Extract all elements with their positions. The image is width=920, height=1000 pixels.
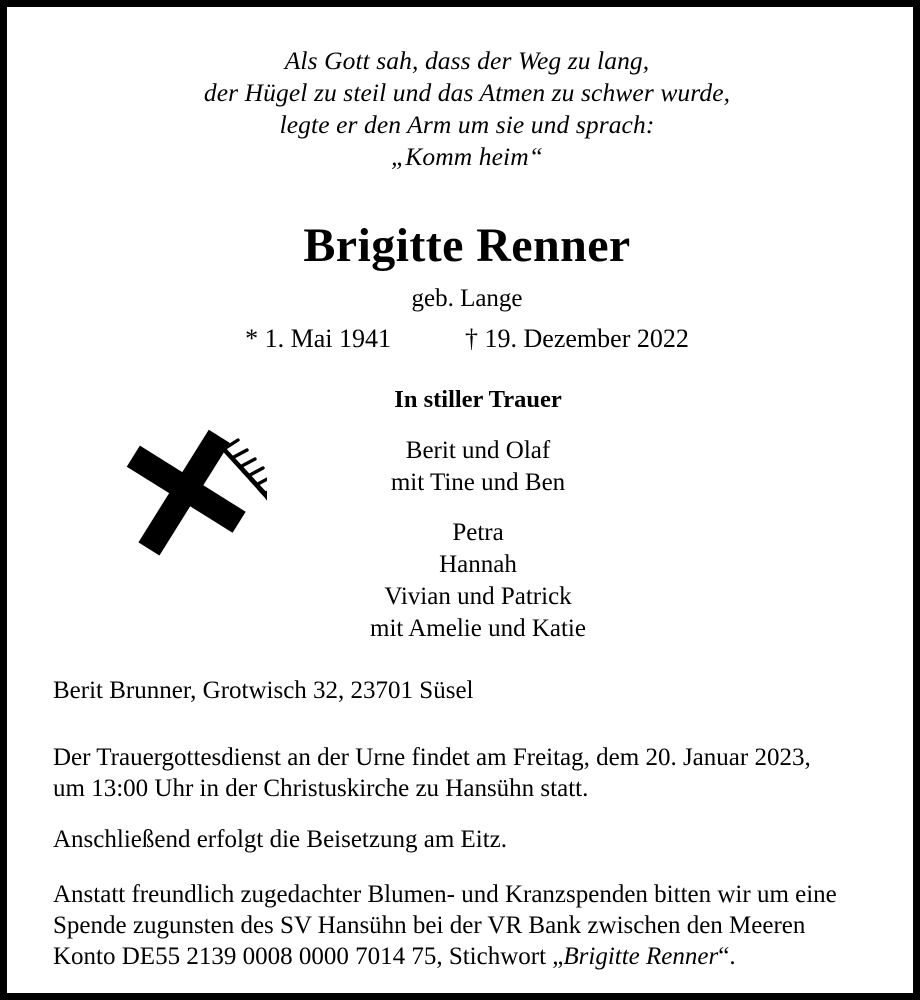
donation-info bbox=[53, 879, 893, 972]
birth-date: * 1. Mai 1941 bbox=[245, 324, 392, 353]
verse-line-1: Als Gott sah, dass der Weg zu lang, bbox=[284, 46, 650, 75]
verse-line-3: legte er den Arm um sie und sprach: bbox=[279, 110, 655, 139]
burial-line: Anschließend erfolgt die Beisetzung am Eitz. bbox=[53, 826, 508, 853]
mourner-line: mit Tine und Ben bbox=[390, 469, 566, 496]
donation-keyword: Brigitte Renner bbox=[563, 943, 719, 970]
mourner-line: Petra bbox=[452, 519, 504, 546]
address-line: Berit Brunner, Grotwisch 32, 23701 Süsel bbox=[53, 677, 474, 704]
mourners-list bbox=[228, 435, 728, 645]
mourner-line: Hannah bbox=[439, 551, 517, 578]
donation-line-1: Anstatt freundlich zugedachter Blumen- und Kranzspenden bitten wir um eine bbox=[53, 881, 837, 908]
mourner-line: mit Amelie und Katie bbox=[370, 615, 586, 642]
memorial-verse bbox=[7, 45, 920, 173]
donation-account-suffix: “. bbox=[718, 943, 736, 970]
mourner-group bbox=[228, 517, 728, 645]
mourning-heading: In stiller Trauer bbox=[394, 386, 562, 413]
deceased-name: Brigitte Renner bbox=[303, 219, 631, 272]
verse-line-4: „Komm heim“ bbox=[391, 142, 543, 171]
obituary-card bbox=[7, 7, 913, 993]
donation-line-2: Spende zugunsten des SV Hansühn bei der VR Bank zwischen den Meeren bbox=[53, 912, 806, 939]
donation-line-3 bbox=[53, 941, 893, 972]
mourner-group bbox=[228, 435, 728, 499]
burial-info bbox=[53, 824, 893, 855]
life-dates bbox=[7, 323, 920, 355]
donation-account-prefix: Konto DE55 2139 0008 0000 7014 75, Stichwort „ bbox=[53, 943, 564, 970]
contact-address bbox=[53, 675, 893, 706]
service-line-2: um 13:00 Uhr in der Christuskirche zu Hansühn statt. bbox=[53, 775, 589, 802]
mourner-line: Vivian und Patrick bbox=[384, 583, 572, 610]
deceased-maiden-name: geb. Lange bbox=[411, 285, 523, 312]
funeral-service-info bbox=[53, 742, 893, 804]
mourner-line: Berit und Olaf bbox=[405, 437, 551, 464]
death-date: † 19. Dezember 2022 bbox=[465, 324, 689, 353]
verse-line-2: der Hügel zu steil und das Atmen zu schwer wurde, bbox=[203, 78, 731, 107]
service-line-1: Der Trauergottesdienst an der Urne findet am Freitag, dem 20. Januar 2023, bbox=[53, 744, 811, 771]
